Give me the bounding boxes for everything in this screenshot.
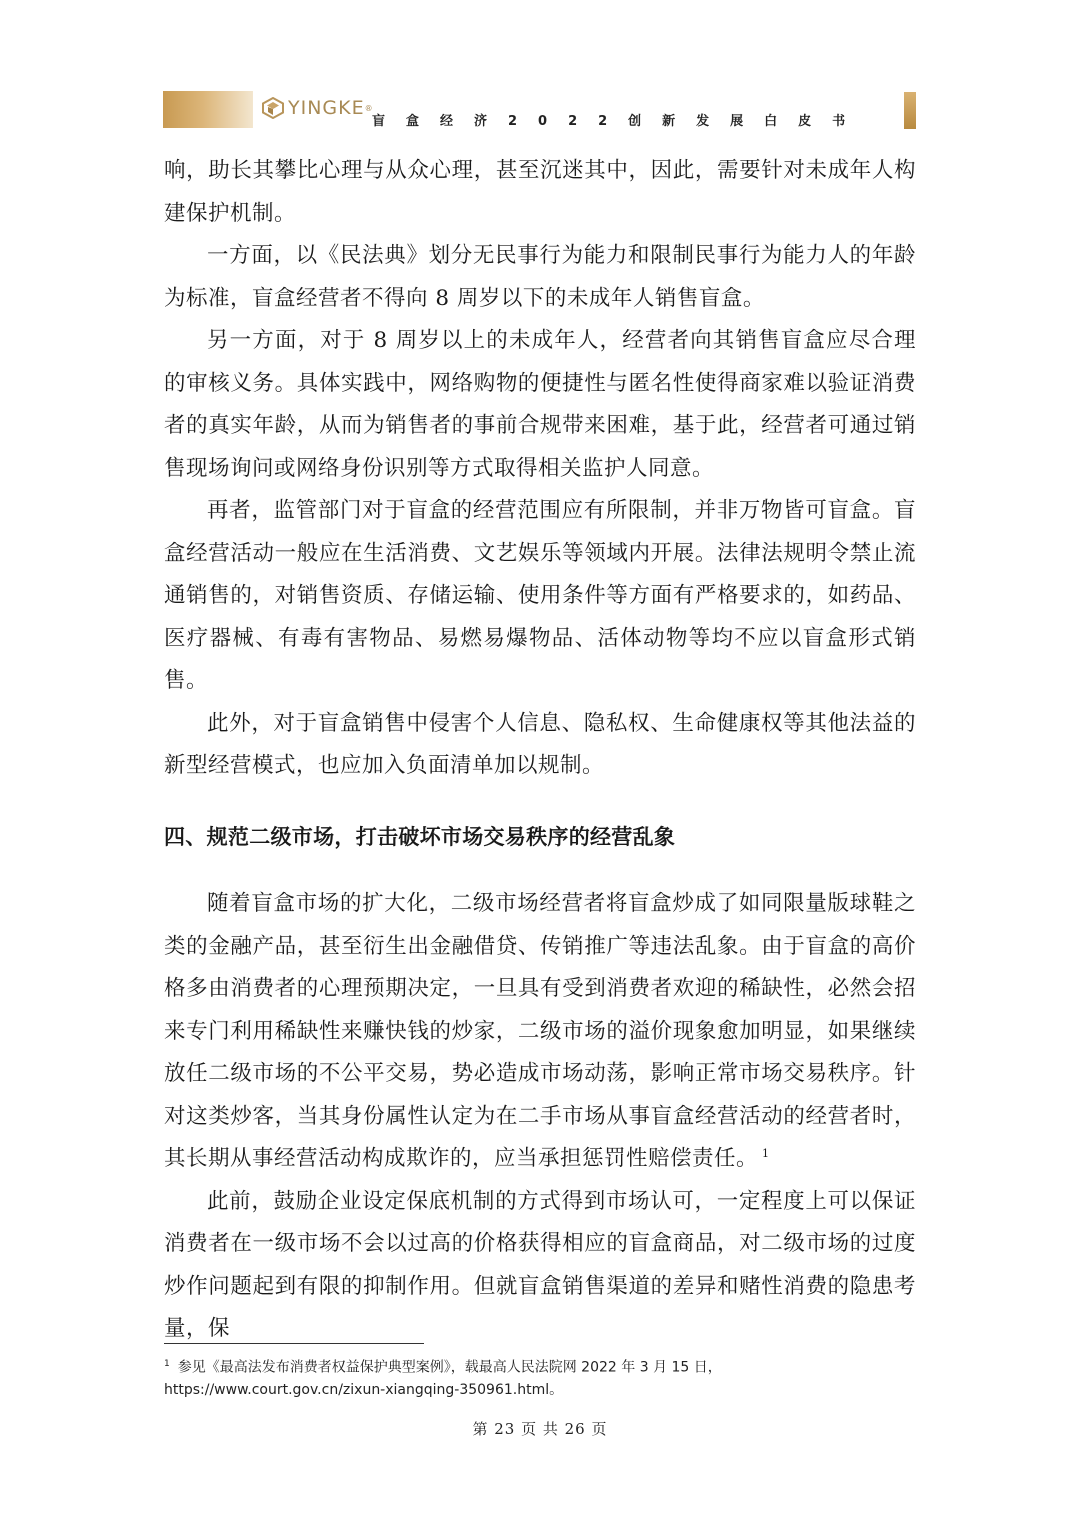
paragraph-1: 响，助长其攀比心理与从众心理，甚至沉迷其中，因此，需要针对未成年人构建保护机制。 bbox=[164, 158, 916, 226]
paragraph-6 bbox=[164, 883, 916, 1181]
body-text bbox=[164, 150, 916, 1351]
header-gold-bar-left bbox=[163, 91, 253, 128]
yingke-logo bbox=[262, 93, 373, 123]
logo-registered-mark: ® bbox=[364, 103, 373, 113]
page-number: 第 23 页 共 26 页 bbox=[472, 1420, 608, 1438]
paragraph-3: 另一方面，对于 8 周岁以上的未成年人，经营者向其销售盲盒应尽合理的审核义务。具体实践中，网络购物的便捷性与匿名性使得商家难以验证消费者的真实年龄，从而为销售者的事前合规带来困难，基于此，经营者可通过销售现场询问或网络身份识别等方式取得相关监护人同意。 bbox=[164, 328, 916, 481]
header-gold-bar-right bbox=[904, 92, 916, 129]
paragraph-6-text: 随着盲盒市场的扩大化，二级市场经营者将盲盒炒成了如同限量版球鞋之类的金融产品，甚至衍生出金融借贷、传销推广等违法乱象。由于盲盒的高价格多由消费者的心理预期决定，一旦具有受到消费者欢迎的稀缺性，必然会招来专门利用稀缺性来赚快钱的炒家，二级市场的溢价现象愈加明显，如果继续放任二级市场的不公平交易，势必造成市场动荡，影响正常市场交易秩序。针对这类炒客，当其身份属性认定为在二手市场从事盲盒经营活动的经营者时，其长期从事经营活动构成欺诈的，应当承担惩罚性赔偿责任。 bbox=[164, 891, 916, 1171]
footnote-divider bbox=[164, 1343, 424, 1344]
footnote-reference[interactable]: 1 bbox=[762, 1146, 770, 1160]
footnote bbox=[164, 1353, 924, 1401]
footnote-text: 参见《最高法发布消费者权益保护典型案例》，载最高人民法院网 2022 年 3 月 15 日， bbox=[177, 1359, 722, 1376]
paragraph-5: 此外，对于盲盒销售中侵害个人信息、隐私权、生命健康权等其他法益的新型经营模式，也应加入负面清单加以规制。 bbox=[164, 710, 916, 778]
footnote-line-1 bbox=[164, 1353, 924, 1379]
paragraph-4: 再者，监管部门对于盲盒的经营范围应有所限制，并非万物皆可盲盒。盲盒经营活动一般应在生活消费、文艺娱乐等领域内开展。法律法规明令禁止流通销售的，对销售资质、存储运输、使用条件等方面有严格要求的，如药品、医疗器械、有毒有害物品、易燃易爆物品、活体动物等均不应以盲盒形式销售。 bbox=[164, 498, 916, 693]
logo-text: YINGKE bbox=[288, 97, 365, 119]
paragraph-7: 此前，鼓励企业设定保底机制的方式得到市场认可，一定程度上可以保证消费者在一级市场不会以过高的价格获得相应的盲盒商品，对二级市场的过度炒作问题起到有限的抑制作用。但就盲盒销售渠道的差异和赌性消费的隐患考量，保 bbox=[164, 1188, 916, 1341]
section-heading: 四、规范二级市场，打击破坏市场交易秩序的经营乱象 bbox=[164, 824, 676, 849]
paragraph-2: 一方面，以《民法典》划分无民事行为能力和限制民事行为能力人的年龄为标准，盲盒经营者不得向 8 周岁以下的未成年人销售盲盒。 bbox=[164, 243, 916, 311]
yingke-logo-icon bbox=[262, 97, 284, 119]
footnote-url[interactable]: https://www.court.gov.cn/zixun-xiangqing-350961.html。 bbox=[164, 1381, 564, 1398]
header-title: 盲盒经济2022创新发展白皮书 bbox=[372, 114, 867, 129]
footnote-number: 1 bbox=[164, 1359, 170, 1369]
